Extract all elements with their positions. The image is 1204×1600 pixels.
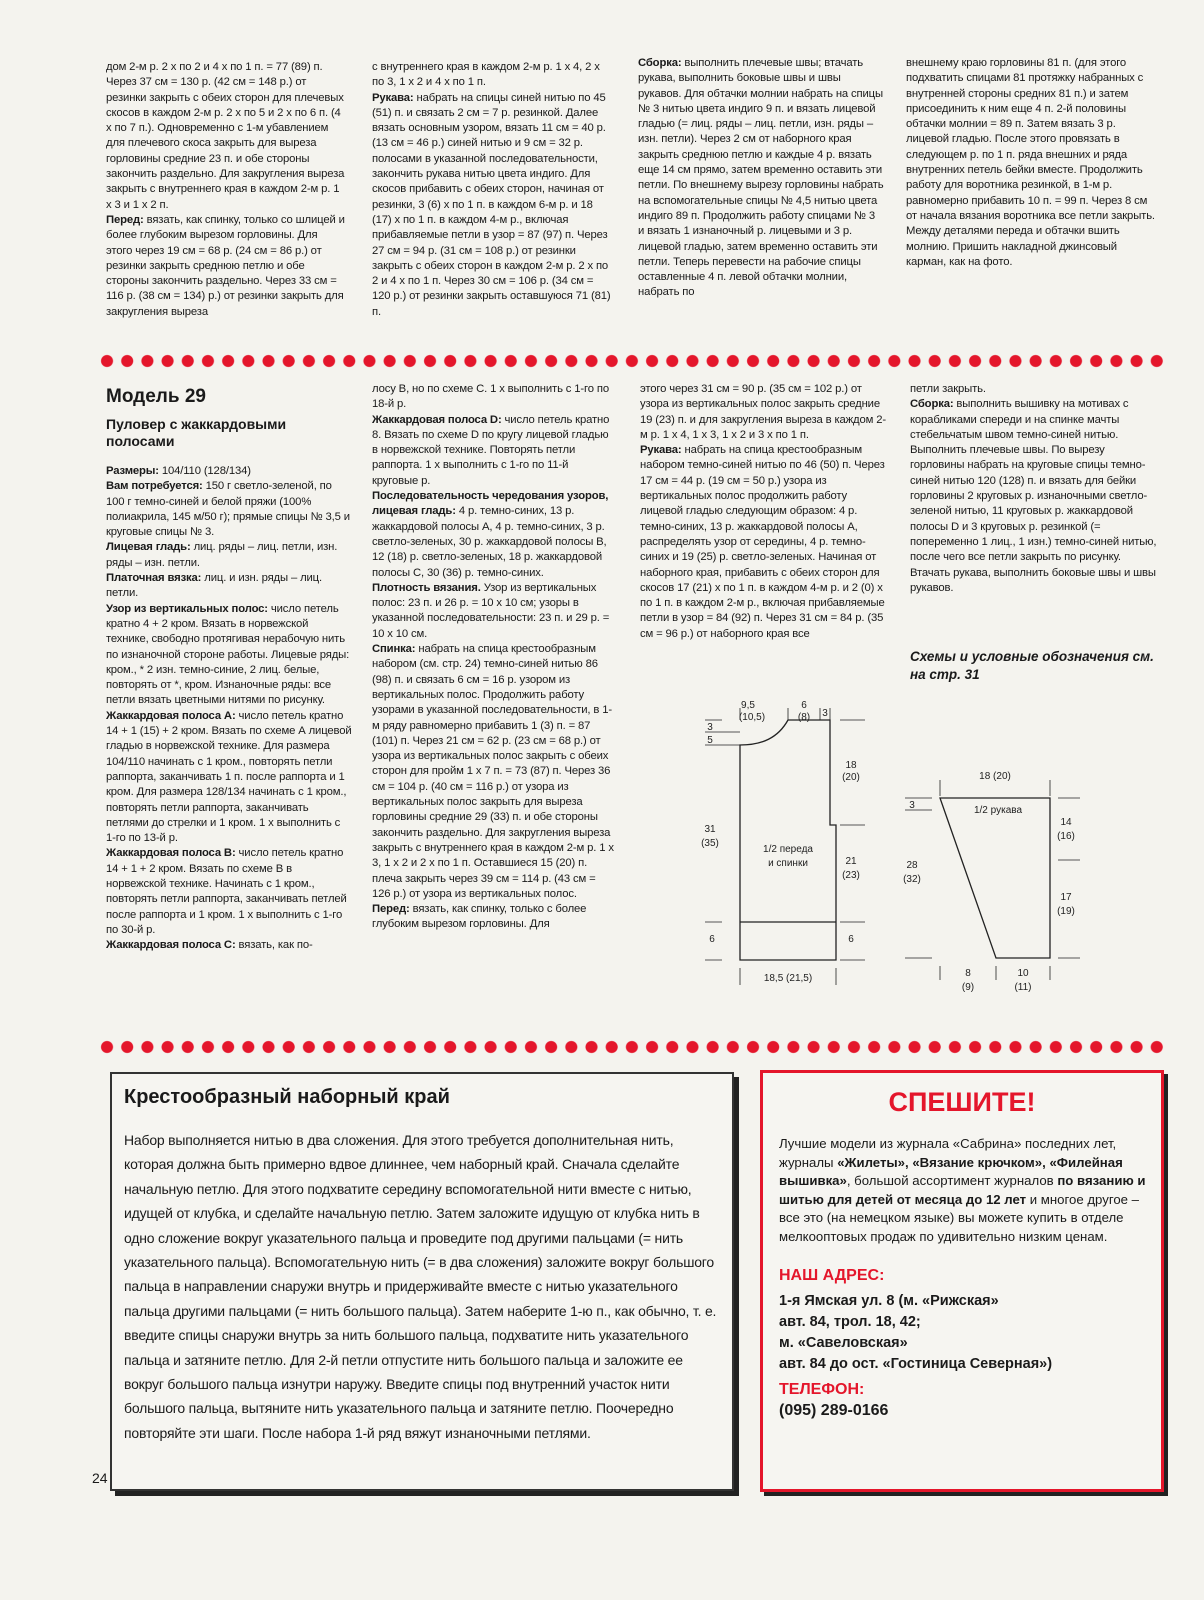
paragraph-heading: Рукава: xyxy=(372,91,414,104)
paragraph-text: 104/110 (128/134) xyxy=(158,465,251,477)
paragraph-heading: Сборка: xyxy=(638,57,682,69)
diag-armhole-height-alt: (20) xyxy=(842,772,860,783)
paragraph-heading: Сборка: xyxy=(910,398,954,411)
paragraph-text: 4 р. темно-синих, 13 р. жаккардовой полосы А, 4 р. темно-синих, 3 р. светло-зеленых, 30 р. жаккардовой полосы В, 12 (18) р. светло-зеленых, 18 р. жаккардовой полосы С, 30 (36) р. темно-синих. xyxy=(372,505,607,579)
address-line-1: 1-я Ямская ул. 8 (м. «Рижская» xyxy=(779,1293,999,1310)
top-col-1 xyxy=(106,60,346,320)
paragraph-text: петли закрыть. xyxy=(910,383,986,395)
paragraph-text: выполнить плечевые швы; втачать рукава, выполнить боковые швы и швы рукавов. Для обтачки молнии набрать на спицы № 3 нитью цвета индиго 9 п. и вязать лицевой гладью (= лиц. ряды – лиц. петли, изн. ряды – изн. петли). Через 2 см от наборного края закрыть среднюю петлю и каждые 4 р. вязать еще 14 см прямо, затем временно оставить эти петли. По внешнему вырезу горловины набрать на вспомогательные спицы № 4,5 нитью цвета индиго 89 п. Продолжить работу спицами № 3 и вязать 1 изнаночный р. лицевыми и 3 р. лицевой гладью, затем временно оставить эти петли. Теперь перевести на рабочие спицы оставленные 4 п. левой обтачки молнии, набрать по xyxy=(638,57,884,299)
paragraph xyxy=(640,443,886,642)
front-back-diagram xyxy=(700,700,900,1010)
paragraph xyxy=(106,464,352,479)
diag-neck-width-alt: (10,5) xyxy=(738,712,766,723)
top-col-4 xyxy=(906,56,1156,270)
paragraph-heading: Жаккардовая полоса С: xyxy=(106,939,236,952)
promo-p2: , большой ассортимент журналов xyxy=(846,1173,1058,1189)
paragraph-text: вязать, как спинку, только со шлицей и более глубоким вырезом горловины. Для этого через 19 см = 68 р. (24 см = 86 р.) от резинки закрыть среднюю петлю и обе стороны закончить раздельно. Через 33 см = 116 р. (38 см = 134) р.) от резинки закрыть для закругления выреза xyxy=(106,213,345,318)
paragraph-heading: Узор из вертикальных полос: xyxy=(106,602,268,615)
address-line-2: авт. 84, трол. 18, 42; xyxy=(779,1314,921,1331)
promo-p2b: по вязанию и шитью для детей от месяца до 12 лет xyxy=(779,1173,1146,1207)
paragraph xyxy=(106,540,352,571)
paragraph-text: дом 2-м р. 2 х по 2 и 4 х по 1 п. = 77 (89) п. Через 37 см = 130 р. (42 см = 148 р.) от резинки закрыть с обеих сторон для плечевых скосов в каждом 2-м р. 2 х по 5 и 2 х по 6 п. (4 х по 7 п.). Одновременно с 1-м убавлением для плечевого скоса закрыть для выреза горловины средние 23 п. и обе стороны закончить раздельно. Для закругления выреза закрыть с внутреннего края в каждом 2-м р. 1 х 3 и 1 х 2 п. xyxy=(106,61,345,211)
cast-on-box xyxy=(110,1072,734,1491)
sleeve-upper-height: 14 xyxy=(1060,817,1072,828)
paragraph xyxy=(106,709,352,847)
diag-rib-left: 6 xyxy=(709,934,715,945)
cast-on-text: Набор выполняется нитью в два сложения. Для этого требуется дополнительная нить, которая должна быть примерно вдвое длиннее, чем наборный край. Сначала сделайте начальную петлю. Для этого подхватите середину вспомогательной нити вместе с нитью, идущей от клубка, и сделайте начальную петлю. Затем заложите идущую от клубка нить в одно сложение вокруг указательного пальца и проведите под другими пальцами (= нить указательного пальца). Вспомогательную нить (= в два сложения) заложите вокруг большого пальца в направлении снаружи внутрь и придерживайте вместе с нитью указательного пальца другими пальцами (= нить большого пальца). Затем наберите 1-ю п., как обычно, т. е. введите спицы снаружи внутрь за нить большого пальца, подхватите нить указательного пальца и затяните петлю. Для 2-й петли отпустите нить большого пальца и заложите ее вокруг большого пальца изнутри наружу. Введите спицы под внутренний участок нити большого пальца, вытяните нить указательного пальца и затяните петлю. Поочередно повторяйте эти шаги. После набора 1-й ряд вяжут изнаночными петлями. xyxy=(124,1132,717,1441)
phone-label: ТЕЛЕФОН: xyxy=(779,1381,865,1399)
paragraph-heading: Размеры: xyxy=(106,465,159,477)
sleeve-lower-height-alt: (19) xyxy=(1057,906,1075,917)
paragraph-text: внешнему краю горловины 81 п. (для этого подхватить спицами 81 протяжку набранных с внутренней стороны средних 81 п.) и затем присоединить к ним еще 4 п. 2-й половины обтачки молнии = 89 п. Затем вязать 3 р. лицевой гладью. После этого провязать в следующем р. по 1 п. ряда внешних и ряда внутренних петель бейки вместе. Продолжить работу для воротника резинкой, в 1-м р. равномерно прибавить 10 п. = 99 п. Через 8 см от начала вязания воротника все петли закрыть. Между деталями переда и обтачки вшить молнию. Пришить накладной джинсовый карман, как на фото. xyxy=(906,57,1155,268)
model-col-4 xyxy=(910,382,1158,596)
page-number: 24 xyxy=(92,1470,108,1486)
promo-box xyxy=(760,1070,1164,1492)
paragraph xyxy=(910,397,1158,596)
paragraph xyxy=(106,571,352,602)
promo-p1b: «Жилеты», «Вязание крючком», «Филейная вышивка» xyxy=(779,1154,1123,1189)
paragraph xyxy=(372,642,616,902)
dotted-divider-top xyxy=(100,354,1165,368)
paragraph-text: Узор из вертикальных полос: 23 п. и 26 р. = 10 х 10 см; узоры в указанной последовательности: 23 п. и 29 р. = 10 х 10 см. xyxy=(372,581,610,640)
paragraph-text: лиц. и изн. ряды – лиц. петли. xyxy=(106,572,322,600)
paragraph-text: вязать, как по- xyxy=(235,939,313,952)
sleeve-bottom-b: 10 xyxy=(1017,968,1029,979)
paragraph-text: число петель кратно 4 + 2 кром. Вязать в норвежской технике, свободно протягивая нерабочую нить по изнаночной стороне работы. Лицевые ряды: кром., * 2 изн. темно-синие, 2 лиц. белые, повторять от *, кром. Изнаночные ряды: все петли вязать цветными нитями по рисунку. xyxy=(106,602,350,707)
paragraph xyxy=(106,602,352,709)
diag-width: 18,5 (21,5) xyxy=(763,973,813,984)
paragraph-heading: Жаккардовая полоса В: xyxy=(106,847,236,860)
diag-armhole-height: 18 xyxy=(845,760,857,771)
diag-rib-right: 6 xyxy=(848,934,854,945)
sleeve-cap: 3 xyxy=(909,800,915,811)
diag-total-height: 31 xyxy=(704,824,716,835)
paragraph-text: набрать на спица крестообразным набором (см. стр. 24) темно-синей нитью 86 (98) п. и связать 6 см = 16 р. узором из вертикальных полос. Продолжить работу узорами в указанной последовательности, в 1-м ряду равномерно прибавить 1 (3) п. = 87 (101) п. Через 21 см = 62 р. (23 см = 68 р.) от узора из вертикальных полос закрыть с обеих сторон для пройм 1 х 7 п. = 73 (87) п. Через 36 см = 104 р. (40 см = 116 р.) от узора из вертикальных полос закрыть для выреза горловины средние 29 (33) п. и обе стороны закончить раздельно. Для закругления выреза закрыть с внутреннего края в каждом 2-м р. 1 х 3, 1 х 2 и 2 х по 1 п. Оставшиеся 15 (20) п. плеча закрыть через 39 см = 114 р. (43 см = 126 р.) от узора из вертикальных полос. xyxy=(372,643,614,900)
model-col-1 xyxy=(106,464,352,954)
paragraph xyxy=(910,382,1158,397)
paragraph-text: вязать, как спинку, только с более глубоким вырезом горловины. Для xyxy=(372,903,587,931)
model-title: Модель 29 xyxy=(106,386,206,407)
promo-title: СПЕШИТЕ! xyxy=(888,1087,1036,1117)
promo-text xyxy=(779,1135,1151,1421)
paragraph-text: лосу В, но по схеме С. 1 х выполнить с 1-го по 18-й р. xyxy=(372,383,609,411)
top-col-2 xyxy=(372,60,612,320)
sleeve-lower-height: 17 xyxy=(1060,892,1072,903)
paragraph xyxy=(906,56,1156,270)
paragraph xyxy=(372,413,616,489)
paragraph-text: 150 г светло-зеленой, по 100 г темно-синей и белой пряжи (100% полиакрила, 145 м/50 г); прямые спицы № 3,5 и круговые спицы № 3. xyxy=(106,480,350,539)
sleeve-upper-height-alt: (16) xyxy=(1057,831,1075,842)
sleeve-diagram xyxy=(900,770,1090,1010)
sleeve-bottom-a: 8 xyxy=(965,968,971,979)
sleeve-top-width: 18 (20) xyxy=(979,771,1011,782)
diag-side-height: 21 xyxy=(845,856,857,867)
paragraph-text: выполнить вышивку на мотивах с корабликами спереди и на спинке мачты стебельчатым швом темно-синей нитью. Выполнить плечевые швы. По вырезу горловины набрать на круговые спицы темно-синей нитью 120 (128) п. и вязать для бейки горловины 2 круговых р. изнаночными светло-зеленой нитью, 11 круговых р. жаккардовой полосы D и 3 круговых р. резинкой (= попеременно 1 лиц., 1 изн.) темно-синей нитью, после чего все петли закрыть по рисунку. Втачать рукава, выполнить боковые швы и швы рукавов. xyxy=(910,398,1157,594)
paragraph-text: число петель кратно 14 + 1 + 2 кром. Вязать по схеме В в норвежской технике. Начинать с 1 кром., повторять петли раппорта, заканчивать петлей после раппорта и 1 кром. 1 х выполнить с 1-го по 30-й р. xyxy=(106,847,347,936)
paragraph-heading: Лицевая гладь: xyxy=(106,541,191,554)
address-line-4: авт. 84 до ост. «Гостиница Северная») xyxy=(779,1356,1053,1373)
diag-total-height-alt: (35) xyxy=(701,838,719,849)
sleeve-bottom-b-alt: (11) xyxy=(1014,982,1032,993)
diag-shoulder-width-alt: (8) xyxy=(797,712,811,723)
diag-neck-depth-back: 3 xyxy=(707,722,713,733)
paragraph xyxy=(372,382,616,413)
sleeve-bottom-a-alt: (9) xyxy=(961,982,975,993)
paragraph xyxy=(106,938,352,953)
diag-shoulder-width: 6 xyxy=(801,700,807,711)
sleeve-label: 1/2 рукава xyxy=(973,805,1023,816)
paragraph xyxy=(372,60,612,91)
address-label: НАШ АДРЕС: xyxy=(779,1266,885,1284)
paragraph-text: набрать на спица крестообразным набором темно-синей нитью по 46 (50) п. Через 17 см = 44 р. (19 см = 50 р.) узора из вертикальных полос продолжить работу лицевой гладью следующим образом: 4 р. темно-синих, 13 р. жаккардовой полосы А, распределять узор от середины, 4 р. темно-синих и 19 (25) р. светло-зеленых. Начиная от наборного края, прибавить с обеих сторон для скосов 17 (21) х по 1 п. в каждом 4-м р. и 2 (0) х по 1 п. в каждом 2-м р., включая прибавляемые петли в узор = 84 (92) п. Через 31 см = 84 р. (35 см = 96 р.) от наборного края все xyxy=(640,444,885,640)
paragraph xyxy=(106,479,352,540)
sleeve-total-height: 28 xyxy=(906,860,918,871)
model-col-3 xyxy=(640,382,886,642)
paragraph-heading: Платочная вязка: xyxy=(106,572,202,585)
paragraph-heading: Последовательность чередования узоров, лицевая гладь: xyxy=(372,490,609,518)
paragraph xyxy=(106,213,346,320)
paragraph-heading: Плотность вязания. xyxy=(372,581,481,594)
paragraph-text: этого через 31 см = 90 р. (35 см = 102 р.) от узора из вертикальных полос закрыть средние 19 (23) п. и для закругления выреза в каждом 2-м р. 1 х 4, 1 х 3, 1 х 2 и 3 х по 1 п. xyxy=(640,383,886,441)
paragraph-text: число петель кратно 8. Вязать по схеме D по кругу лицевой гладью в норвежской технике. Повторять петли раппорта. 1 х выполнить с 1-го по 11-й круговые р. xyxy=(372,413,610,487)
paragraph-heading: Жаккардовая полоса А: xyxy=(106,709,236,722)
dotted-divider-bottom xyxy=(100,1040,1165,1054)
paragraph xyxy=(372,581,616,642)
paragraph xyxy=(372,489,616,581)
paragraph xyxy=(106,60,346,213)
diag-side-height-alt: (23) xyxy=(842,870,860,881)
top-col-3 xyxy=(638,56,884,301)
diag-piece-label-2: и спинки xyxy=(768,858,808,869)
paragraph-text: с внутреннего края в каждом 2-м р. 1 х 4, 2 х по 3, 1 х 2 и 4 х по 1 п. xyxy=(372,61,600,89)
sleeve-total-height-alt: (32) xyxy=(903,874,921,885)
model-subtitle: Пуловер с жаккардовыми полосами xyxy=(106,416,287,449)
paragraph-text: набрать на спицы синей нитью по 45 (51) п. и связать 2 см = 7 р. резинкой. Далее вязать основным узором, вязать 11 см = 40 р. (13 см = 46 р.) синей нитью и 9 см = 32 р. полосами в указанной последовательности, закончить рукава нитью цвета индиго. Для скосов прибавить с обеих сторон, начиная от резинки, 3 (6) х по 1 п. в каждом 6-м р. и 18 (17) х по 1 п. в каждом 4-м р., включая прибавляемые петли в узор = 87 (97) п. Через 27 см = 94 р. (31 см = 108 р.) от резинки закрыть с обеих сторон в каждом 2-м р. 2 х по 2 и 4 х по 1 п. Через 30 см = 106 р. (34 см = 120 р.) от резинки закрыть оставшуюся 71 (81) п. xyxy=(372,91,611,318)
diag-neck-width: 9,5 xyxy=(741,700,755,711)
promo-p3: и многое другое – все это (на немецком языке) вы можете купить в отделе мелкооптовых продаж по удивительно низким ценам. xyxy=(779,1191,1140,1244)
phone-number: (095) 289-0166 xyxy=(779,1401,889,1419)
diag-shoulder-slope: 3 xyxy=(822,708,828,719)
paragraph xyxy=(640,382,886,443)
address-line-3: м. «Савеловская» xyxy=(779,1335,908,1352)
diag-neck-depth-front: 5 xyxy=(707,735,713,746)
promo-p1: Лучшие модели из журнала «Сабрина» последних лет, журналы xyxy=(779,1136,1117,1170)
paragraph xyxy=(106,846,352,938)
paragraph xyxy=(638,56,884,301)
paragraph xyxy=(372,902,616,933)
paragraph-text: число петель кратно 14 + 1 (15) + 2 кром. Вязать по схеме А лицевой гладью в норвежской технике. Для размера 104/110 начинать с 1 кром., повторять петли раппорта, заканчивать 1 п. после раппорта и 1 кром. Для размера 128/134 начинать с 1 кром., повторять петли раппорта, заканчивать петлями до стрелки и 1 кром. 1 х выполнить с 1-го по 13-й р. xyxy=(106,709,352,845)
diag-piece-label-1: 1/2 переда xyxy=(763,844,813,855)
model-col-2 xyxy=(372,382,616,933)
paragraph-heading: Перед: xyxy=(106,213,144,226)
paragraph-heading: Спинка: xyxy=(372,643,416,656)
paragraph-heading: Перед: xyxy=(372,903,410,916)
paragraph-heading: Жаккардовая полоса D: xyxy=(372,413,502,426)
schemes-note: Схемы и условные обозначения см. на стр. 31 xyxy=(910,649,1154,682)
paragraph-text: лиц. ряды – лиц. петли, изн. ряды – изн. петли. xyxy=(106,541,338,569)
paragraph-heading: Вам потребуется: xyxy=(106,480,203,493)
paragraph-heading: Рукава: xyxy=(640,444,682,457)
cast-on-title: Крестообразный наборный край xyxy=(124,1086,450,1108)
paragraph xyxy=(372,91,612,320)
